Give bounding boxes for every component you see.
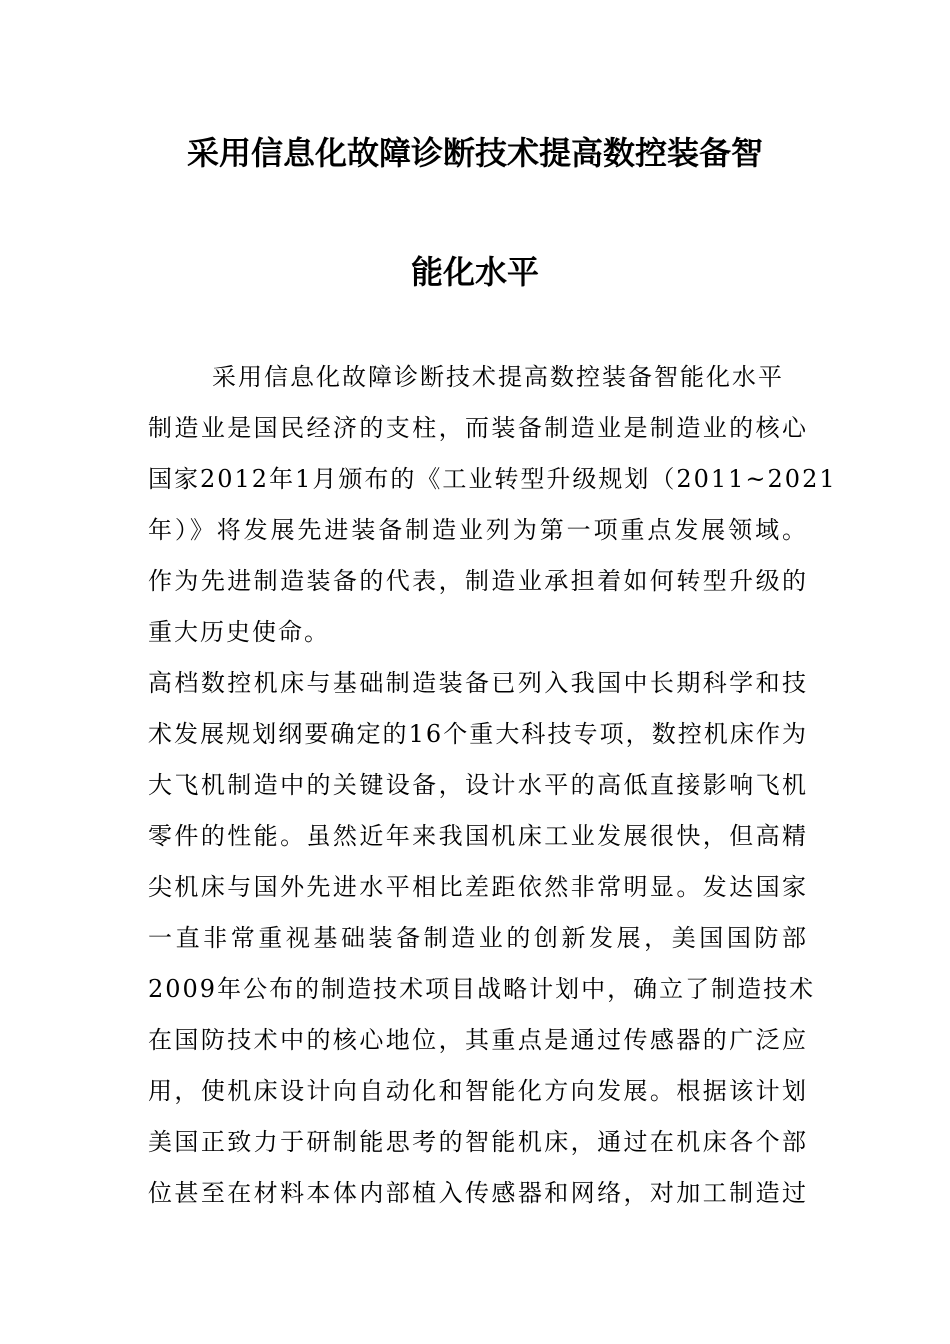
- body-line: 零件的性能。虽然近年来我国机床工业发展很快，但高精: [148, 822, 808, 850]
- body-line: 制造业是国民经济的支柱，而装备制造业是制造业的核心: [148, 414, 808, 442]
- body-line: 采用信息化故障诊断技术提高数控装备智能化水平: [212, 363, 784, 391]
- document-body: [148, 352, 837, 1219]
- body-line: 重大历史使命。: [148, 618, 330, 646]
- body-line: 年）》将发展先进装备制造业列为第一项重点发展领域。: [148, 516, 808, 544]
- body-line: 位甚至在材料本体内部植入传感器和网络，对加工制造过: [148, 1179, 808, 1207]
- body-line: 在国防技术中的核心地位，其重点是通过传感器的广泛应: [148, 1026, 808, 1054]
- body-line: 2009年公布的制造技术项目战略计划中，确立了制造技术: [148, 975, 816, 1003]
- body-line: 高档数控机床与基础制造装备已列入我国中长期科学和技: [148, 669, 808, 697]
- body-line: 大飞机制造中的关键设备，设计水平的高低直接影响飞机: [148, 771, 808, 799]
- body-line: 美国正致力于研制能思考的智能机床，通过在机床各个部: [148, 1128, 808, 1156]
- body-line: 术发展规划纲要确定的16个重大科技专项，数控机床作为: [148, 720, 808, 748]
- document-title-line-2: 能化水平: [410, 253, 539, 291]
- body-line: 国家2012年1月颁布的《工业转型升级规划（2011~2021: [148, 465, 837, 493]
- body-line: 一直非常重视基础装备制造业的创新发展，美国国防部: [148, 924, 808, 952]
- body-line: 尖机床与国外先进水平相比差距依然非常明显。发达国家: [148, 873, 808, 901]
- body-line: 用，使机床设计向自动化和智能化方向发展。根据该计划: [148, 1077, 808, 1105]
- document-title-line-1: 采用信息化故障诊断技术提高数控装备智: [186, 134, 763, 172]
- body-line: 作为先进制造装备的代表，制造业承担着如何转型升级的: [148, 567, 808, 595]
